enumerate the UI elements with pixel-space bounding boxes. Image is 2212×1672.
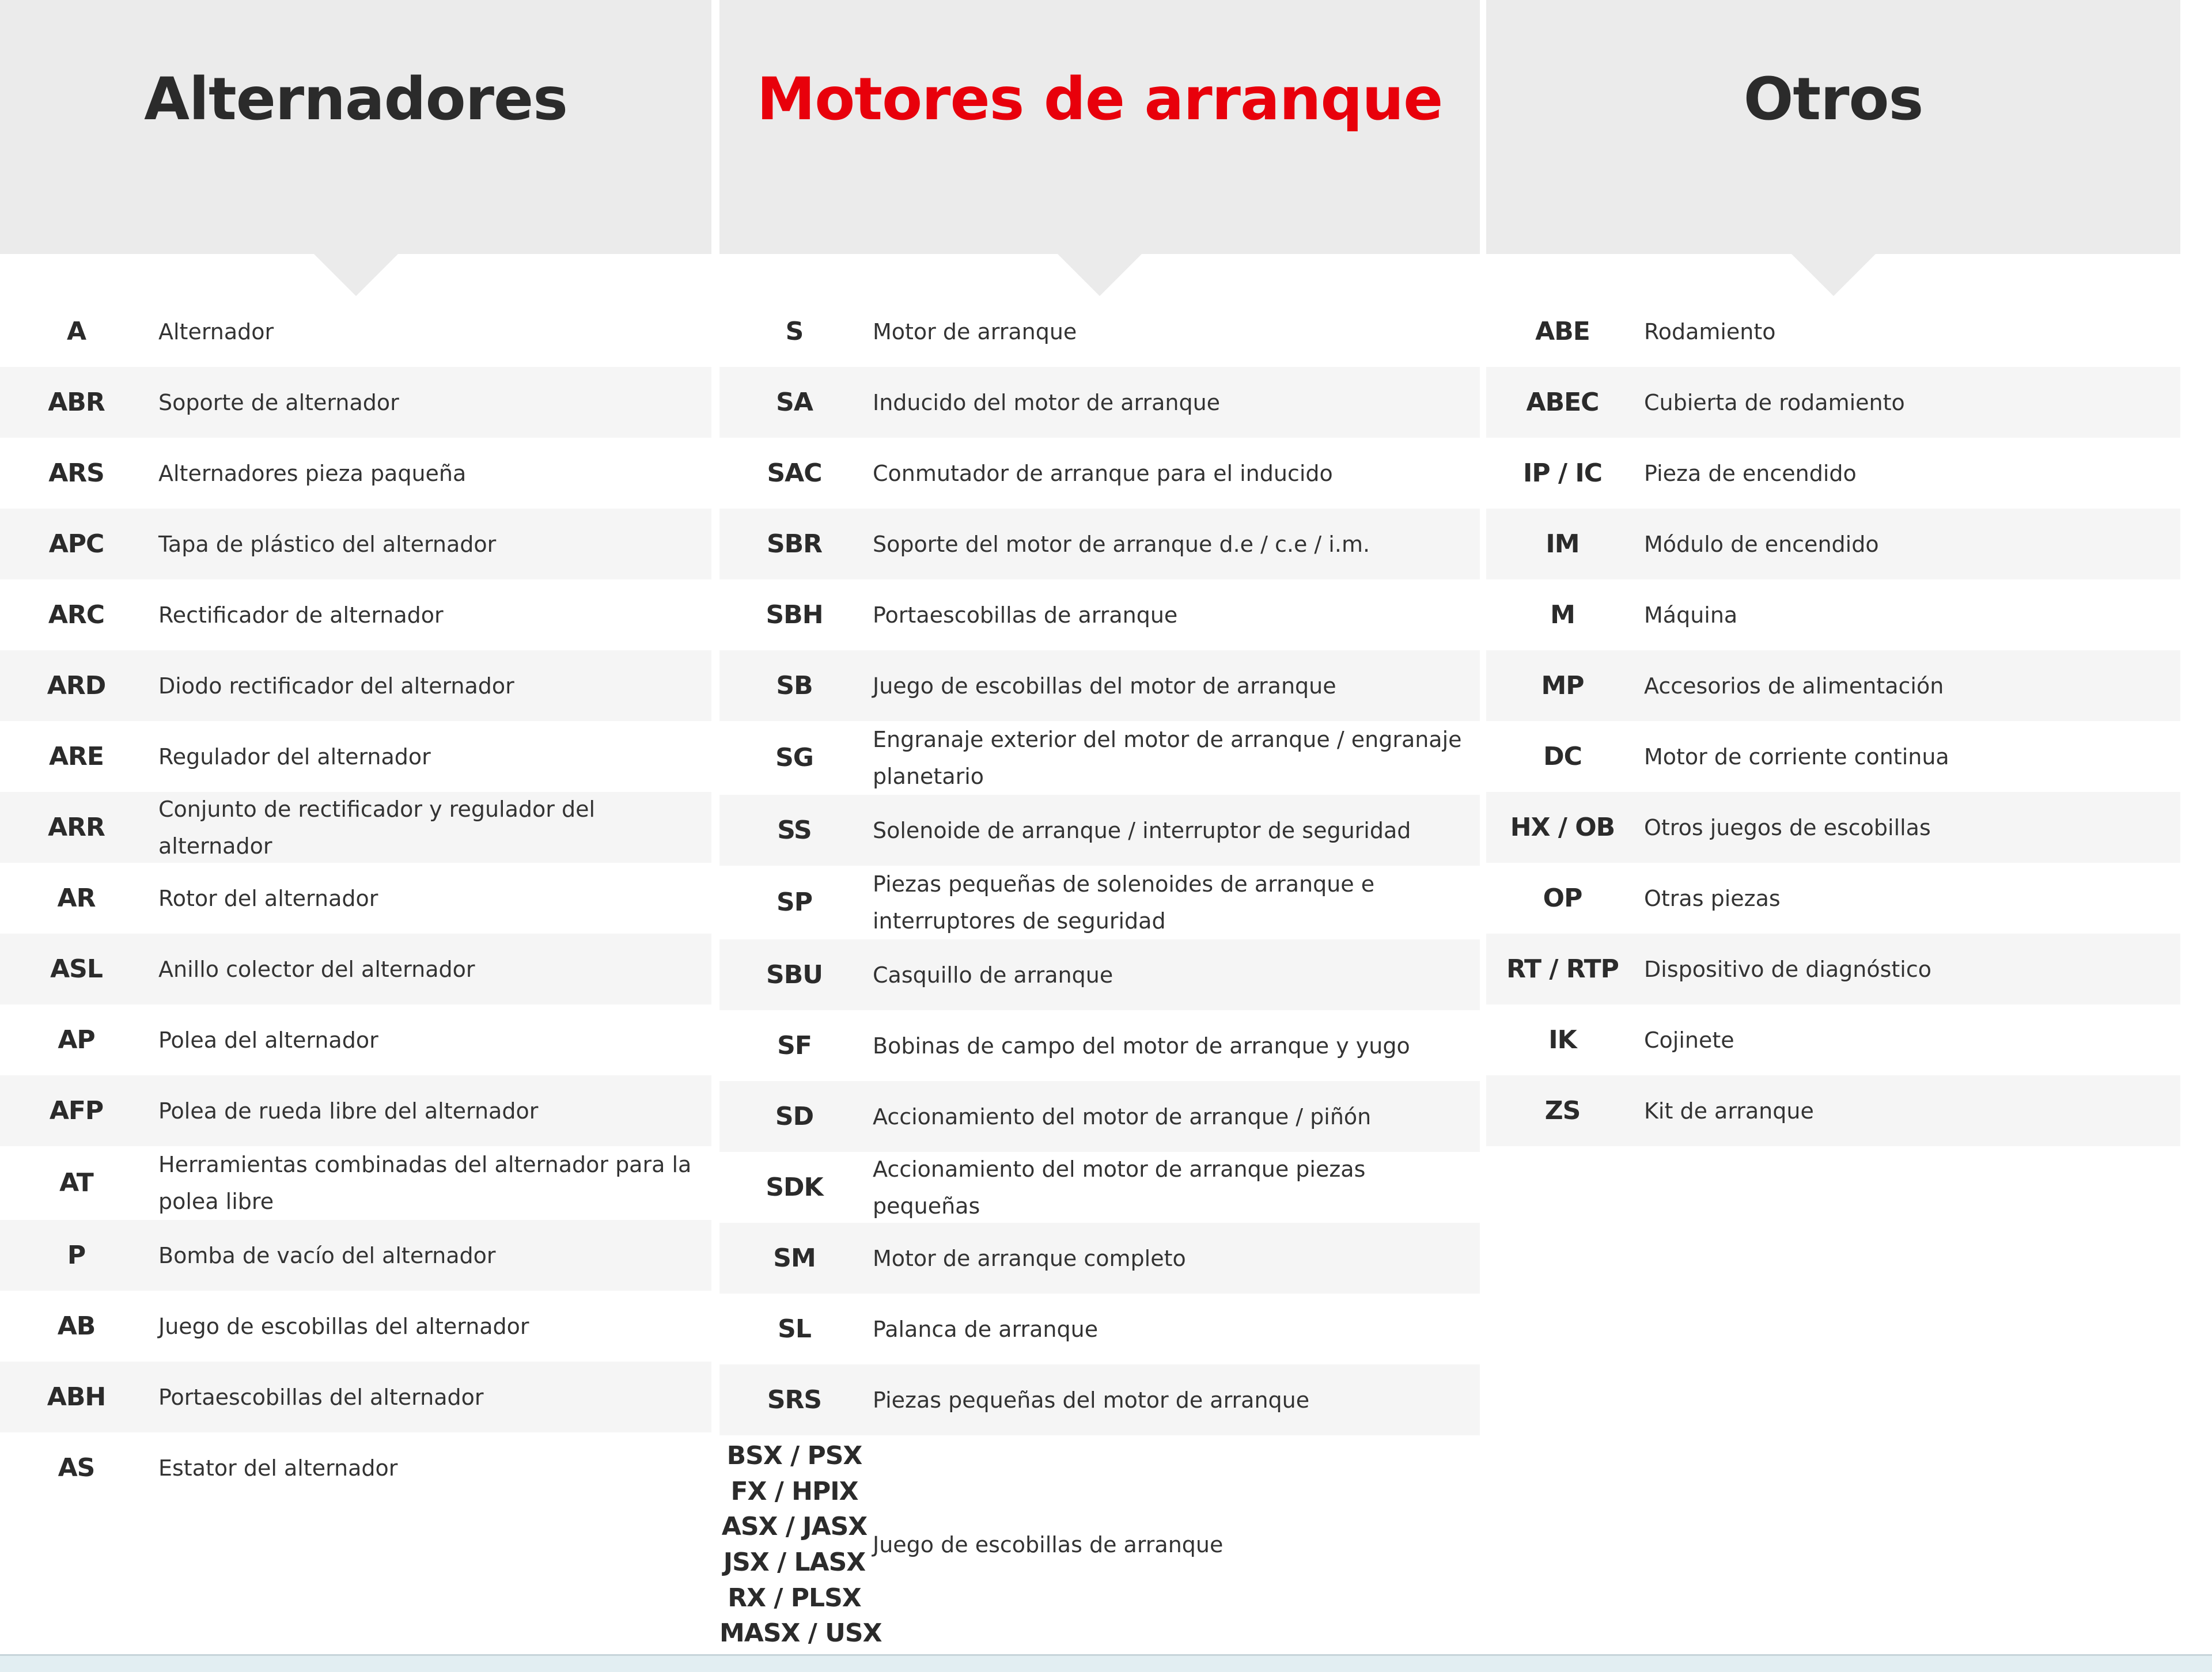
row-code: AR bbox=[57, 883, 96, 913]
row-code: AP bbox=[58, 1025, 95, 1055]
row-description: Rotor del alternador bbox=[158, 885, 378, 911]
row-code: MASX / USX bbox=[719, 1618, 882, 1648]
table-row bbox=[0, 1146, 711, 1220]
row-code: MP bbox=[1541, 670, 1584, 700]
row-description: Dispositivo de diagnóstico bbox=[1644, 956, 1932, 982]
row-code: IP / IC bbox=[1523, 458, 1602, 488]
row-code: M bbox=[1550, 600, 1575, 630]
row-code: ZS bbox=[1544, 1095, 1581, 1125]
table-row bbox=[1486, 792, 2180, 863]
row-code: SBU bbox=[766, 960, 823, 989]
row-description: Alternador bbox=[158, 319, 274, 344]
row-code: APC bbox=[48, 529, 104, 559]
row-code: ARE bbox=[49, 741, 104, 771]
row-description: Diodo rectificador del alternador bbox=[158, 673, 514, 699]
table-row bbox=[719, 367, 1480, 438]
row-description: Cojinete bbox=[1644, 1027, 1734, 1053]
row-description: Módulo de encendido bbox=[1644, 531, 1879, 557]
row-description: Portaescobillas de arranque bbox=[873, 602, 1178, 628]
table-row bbox=[1486, 1075, 2180, 1146]
table-row bbox=[1486, 934, 2180, 1004]
row-code: ABEC bbox=[1526, 387, 1599, 417]
table-row bbox=[719, 939, 1480, 1010]
row-description: Kit de arranque bbox=[1644, 1098, 1814, 1124]
table-row bbox=[0, 650, 711, 721]
table-row bbox=[719, 1364, 1480, 1435]
row-code: IM bbox=[1546, 529, 1580, 559]
table-row bbox=[719, 509, 1480, 579]
row-code: P bbox=[67, 1240, 86, 1270]
table-row bbox=[1486, 863, 2180, 934]
row-code: SS bbox=[777, 815, 812, 845]
table-row-multi-code bbox=[719, 1435, 1480, 1654]
row-description: Palanca de arranque bbox=[873, 1316, 1099, 1342]
row-code: SBH bbox=[766, 600, 823, 630]
column-title: Alternadores bbox=[144, 65, 567, 134]
column-title: Otros bbox=[1743, 65, 1923, 134]
row-code: SG bbox=[775, 743, 813, 773]
row-code: AB bbox=[57, 1311, 96, 1341]
table-row bbox=[1486, 1004, 2180, 1075]
table-row bbox=[719, 650, 1480, 721]
row-description: Alternadores pieza paqueña bbox=[158, 460, 467, 486]
row-description: Soporte de alternador bbox=[158, 389, 399, 415]
table-row bbox=[0, 1362, 711, 1432]
row-code: DC bbox=[1543, 741, 1582, 771]
row-code-group bbox=[719, 1438, 882, 1651]
row-code: SL bbox=[778, 1314, 811, 1344]
row-code: ABH bbox=[47, 1382, 106, 1412]
row-code: HX / OB bbox=[1510, 812, 1615, 842]
row-code: SF bbox=[777, 1030, 812, 1060]
row-code: S bbox=[785, 316, 804, 346]
row-code: SDK bbox=[766, 1172, 823, 1202]
row-description: Anillo colector del alternador bbox=[158, 956, 475, 982]
row-code: AS bbox=[58, 1453, 95, 1483]
row-description: Otras piezas bbox=[1644, 885, 1781, 911]
row-description: Casquillo de arranque bbox=[873, 962, 1113, 988]
table-row bbox=[719, 438, 1480, 509]
row-description: Bomba de vacío del alternador bbox=[158, 1242, 496, 1268]
table-row bbox=[1486, 438, 2180, 509]
row-description: Polea de rueda libre del alternador bbox=[158, 1098, 539, 1124]
row-code: ASL bbox=[50, 954, 103, 984]
table-row bbox=[719, 1152, 1480, 1223]
row-description: Soporte del motor de arranque d.e / c.e / i.m. bbox=[873, 531, 1370, 557]
table-row bbox=[719, 795, 1480, 866]
table-row bbox=[719, 866, 1480, 939]
row-code: SA bbox=[776, 387, 813, 417]
table-row bbox=[0, 296, 711, 367]
row-code: SBR bbox=[766, 529, 823, 559]
table-row bbox=[0, 934, 711, 1004]
table-row bbox=[1486, 296, 2180, 367]
table-row bbox=[0, 1004, 711, 1075]
row-description: Piezas pequeñas del motor de arranque bbox=[873, 1387, 1310, 1413]
table-row bbox=[0, 1432, 711, 1503]
row-description: Juego de escobillas del motor de arranque bbox=[873, 673, 1336, 699]
row-code: SP bbox=[777, 888, 812, 917]
row-code: ARS bbox=[48, 458, 104, 488]
row-description: Inducido del motor de arranque bbox=[873, 389, 1221, 415]
bottom-edge-strip bbox=[0, 1654, 2212, 1672]
column-header bbox=[719, 0, 1480, 254]
row-description: Otros juegos de escobillas bbox=[1644, 814, 1931, 840]
column-title: Motores de arranque bbox=[756, 65, 1443, 134]
row-description: Máquina bbox=[1644, 602, 1738, 628]
code-list bbox=[0, 296, 711, 1503]
row-code: BSX / PSX bbox=[726, 1441, 862, 1471]
row-code: AFP bbox=[49, 1095, 104, 1125]
row-code: SAC bbox=[767, 458, 822, 488]
header-pointer bbox=[314, 254, 398, 296]
row-description: Rodamiento bbox=[1644, 319, 1776, 344]
table-row bbox=[719, 1010, 1480, 1081]
table-row bbox=[719, 1223, 1480, 1294]
row-code: ARD bbox=[47, 670, 106, 700]
table-row bbox=[0, 863, 711, 934]
row-description: Tapa de plástico del alternador bbox=[158, 531, 497, 557]
row-code: ABR bbox=[48, 387, 105, 417]
table-row bbox=[0, 367, 711, 438]
row-description: Conjunto de rectificador y regulador del alternador bbox=[158, 796, 596, 859]
table-row bbox=[0, 438, 711, 509]
table-row bbox=[0, 721, 711, 792]
table-row bbox=[1486, 721, 2180, 792]
row-description: Conmutador de arranque para el inducido bbox=[873, 460, 1333, 486]
header-pointer bbox=[1058, 254, 1142, 296]
table-row bbox=[719, 1081, 1480, 1152]
row-description: Accionamiento del motor de arranque / piñón bbox=[873, 1104, 1372, 1129]
row-code: ARR bbox=[48, 812, 105, 842]
row-description: Motor de arranque bbox=[873, 319, 1077, 344]
row-description: Motor de arranque completo bbox=[873, 1245, 1186, 1271]
row-description: Accesorios de alimentación bbox=[1644, 673, 1944, 699]
row-description: Juego de escobillas del alternador bbox=[158, 1313, 529, 1339]
row-code: SM bbox=[773, 1243, 816, 1273]
code-list bbox=[1486, 296, 2180, 1146]
row-code: SD bbox=[775, 1101, 814, 1131]
table-row bbox=[0, 509, 711, 579]
row-description: Motor de corriente continua bbox=[1644, 744, 1949, 769]
row-code: ASX / JASX bbox=[721, 1512, 868, 1542]
column-otros bbox=[1486, 0, 2180, 1125]
code-list bbox=[719, 296, 1480, 1654]
row-description: Bobinas de campo del motor de arranque y yugo bbox=[873, 1033, 1410, 1059]
header-pointer bbox=[1791, 254, 1876, 296]
row-code: JSX / LASX bbox=[723, 1548, 866, 1577]
table-row bbox=[719, 296, 1480, 367]
table-row bbox=[1486, 509, 2180, 579]
table-row bbox=[1486, 367, 2180, 438]
row-description: Solenoide de arranque / interruptor de seguridad bbox=[873, 817, 1411, 843]
row-code: IK bbox=[1548, 1025, 1577, 1055]
row-description: Estator del alternador bbox=[158, 1455, 398, 1481]
row-code: FX / HPIX bbox=[730, 1476, 858, 1506]
table-row bbox=[0, 1220, 711, 1291]
row-code: OP bbox=[1543, 883, 1582, 913]
row-code: SRS bbox=[767, 1385, 822, 1415]
column-alternadores bbox=[0, 0, 711, 1483]
column-motores-de-arranque bbox=[719, 0, 1480, 1648]
row-code: ARC bbox=[48, 600, 105, 630]
table-row bbox=[719, 1294, 1480, 1364]
row-description: Cubierta de rodamiento bbox=[1644, 389, 1905, 415]
row-description: Juego de escobillas de arranque bbox=[873, 1532, 1224, 1557]
table-row bbox=[0, 792, 711, 863]
column-header bbox=[0, 0, 711, 254]
row-code: A bbox=[66, 316, 86, 346]
table-row bbox=[1486, 650, 2180, 721]
table-row bbox=[1486, 579, 2180, 650]
row-code: RT / RTP bbox=[1506, 954, 1619, 984]
row-description: Accionamiento del motor de arranque piezas pequeñas bbox=[873, 1156, 1366, 1219]
row-description: Portaescobillas del alternador bbox=[158, 1384, 484, 1410]
row-code: SB bbox=[776, 670, 813, 700]
table-row bbox=[0, 1075, 711, 1146]
row-code: AT bbox=[59, 1168, 93, 1198]
table-row bbox=[719, 721, 1480, 795]
row-description: Pieza de encendido bbox=[1644, 460, 1857, 486]
row-description: Polea del alternador bbox=[158, 1027, 378, 1053]
row-description: Herramientas combinadas del alternador para la polea libre bbox=[158, 1152, 692, 1214]
row-code: ABE bbox=[1535, 316, 1590, 346]
row-description: Rectificador de alternador bbox=[158, 602, 444, 628]
row-description: Piezas pequeñas de solenoides de arranque e interruptores de seguridad bbox=[873, 871, 1375, 934]
table-row bbox=[0, 1291, 711, 1362]
row-code: RX / PLSX bbox=[728, 1583, 861, 1613]
column-header bbox=[1486, 0, 2180, 254]
row-description: Regulador del alternador bbox=[158, 744, 431, 769]
table-row bbox=[719, 579, 1480, 650]
table-row bbox=[0, 579, 711, 650]
row-description: Engranaje exterior del motor de arranque / engranaje planetario bbox=[873, 727, 1462, 789]
